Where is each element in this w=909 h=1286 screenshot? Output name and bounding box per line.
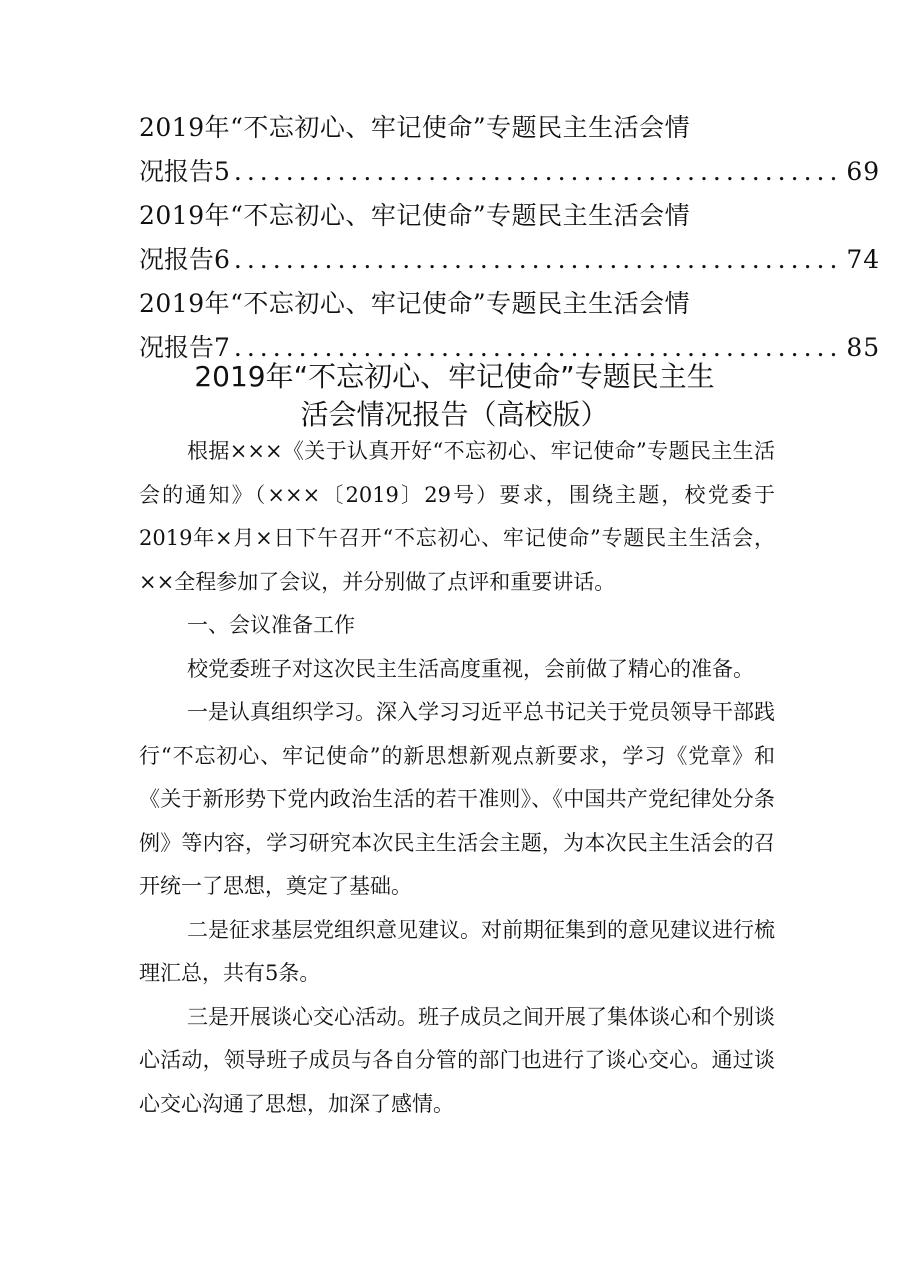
toc-page-number: 69 xyxy=(846,157,881,186)
toc-entry-title: 2019年“不忘初心、牢记使命”专题民主生活会情 xyxy=(139,289,691,318)
toc-dot-leader: ............................................... xyxy=(233,333,843,362)
body-paragraph: 二是征求基层党组织意见建议。对前期征集到的意见建议进行梳理汇总，共有5条。 xyxy=(139,917,775,985)
section-heading: 一、会议准备工作 xyxy=(187,613,355,637)
toc-entry-title: 2019年“不忘初心、牢记使命”专题民主生活会情 xyxy=(139,201,691,230)
toc-page-number: 74 xyxy=(846,245,881,274)
body-paragraph: 校党委班子对这次民主生活高度重视，会前做了精心的准备。 xyxy=(187,656,754,681)
toc-entry-line xyxy=(139,238,881,282)
toc-entry-line xyxy=(139,150,881,194)
document-title xyxy=(139,358,770,434)
table-of-contents xyxy=(139,106,881,370)
toc-page-number: 85 xyxy=(846,333,881,362)
toc-dot-leader: ............................................... xyxy=(233,157,843,186)
document-title-line: 活会情况报告（高校版） xyxy=(300,398,609,431)
toc-entry[interactable] xyxy=(139,282,881,370)
toc-entry-title-continuation: 况报告7 xyxy=(139,333,230,362)
toc-entry[interactable] xyxy=(139,194,881,282)
toc-dot-leader: ............................................... xyxy=(233,245,843,274)
toc-entry-title-continuation: 况报告5 xyxy=(139,157,230,186)
toc-entry[interactable] xyxy=(139,106,881,194)
toc-entry-title: 2019年“不忘初心、牢记使命”专题民主生活会情 xyxy=(139,113,691,142)
body-paragraph: 一是认真组织学习。深入学习习近平总书记关于党员领导干部践行“不忘初心、牢记使命”的新思想新观点新要求，学习《党章》和《关于新形势下党内政治生活的若干准则》、《中国共产党纪律处分条例》等内容，学习研究本次民主生活会主题，为本次民主生活会的召开统一了思想，奠定了基础。 xyxy=(139,700,775,898)
body-paragraph: 根据×××《关于认真开好“不忘初心、牢记使命”专题民主生活会的通知》（×××〔2019〕29号）要求，围绕主题，校党委于2019年×月×日下午召开“不忘初心、牢记使命”专题民主生活会，××全程参加了会议，并分别做了点评和重要讲话。 xyxy=(139,439,775,594)
document-body xyxy=(139,430,775,1126)
toc-entry-title-continuation: 况报告6 xyxy=(139,245,230,274)
body-paragraph: 三是开展谈心交心活动。班子成员之间开展了集体谈心和个别谈心活动，领导班子成员与各自分管的部门也进行了谈心交心。通过谈心交心沟通了思想，加深了感情。 xyxy=(139,1004,775,1116)
document-title-line: 2019年“不忘初心、牢记使命”专题民主生 xyxy=(194,360,715,393)
